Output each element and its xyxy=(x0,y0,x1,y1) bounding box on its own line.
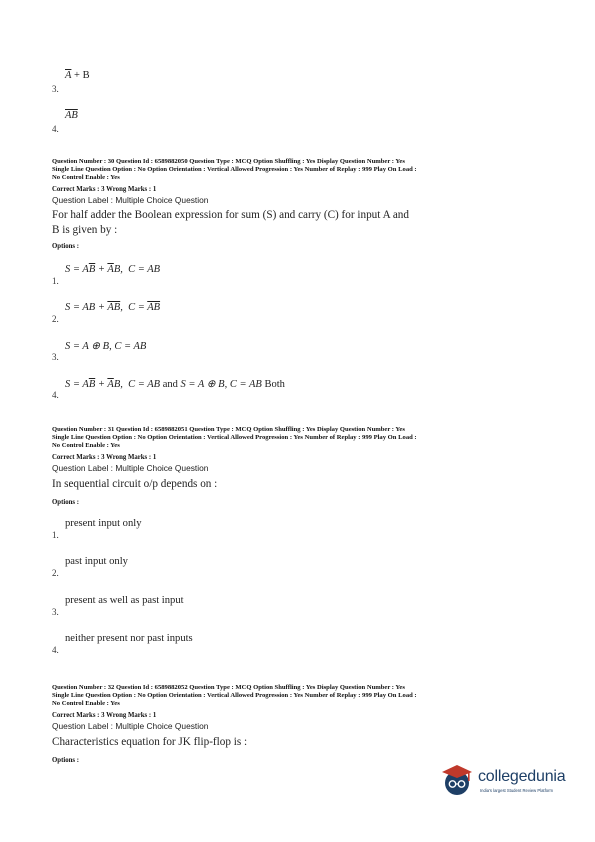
option-expression: $\overline{AB}$ xyxy=(65,110,78,121)
question-marks: Correct Marks : 3 Wrong Marks : 1 xyxy=(52,185,157,193)
option-number: 1. xyxy=(52,276,59,286)
question-meta-line-1: Question Number : 31 Question Id : 6589882051 Question Type : MCQ Option Shuffling : Yes Display Question Number : Yes xyxy=(52,426,405,433)
question-marks: Correct Marks : 3 Wrong Marks : 1 xyxy=(52,711,157,719)
option-number: 3. xyxy=(52,352,59,362)
question-label: Question Label : Multiple Choice Question xyxy=(52,194,209,205)
prev-option-4 xyxy=(52,110,252,136)
option-number: 1. xyxy=(52,530,59,540)
option-expression: S = A ⊕ B, C = AB xyxy=(65,341,147,352)
option-expression: $S = A\overline{B} + \overline{A}B$, C = AB and S = A ⊕ B, C = AB Both xyxy=(65,379,285,390)
option-number: 2. xyxy=(52,568,59,578)
q31-option-1[interactable] xyxy=(52,518,352,540)
question-meta-line-3: No Control Enable : Yes xyxy=(52,700,120,708)
question-meta-line-1: Question Number : 32 Question Id : 6589882052 Question Type : MCQ Option Shuffling : Yes Display Question Number : Yes xyxy=(52,684,405,691)
option-text: present input only xyxy=(65,518,142,529)
brand-name: collegedunia xyxy=(478,768,566,785)
a-bar: $\overline{A}$ xyxy=(65,70,72,81)
question-meta-line-2: Single Line Question Option : No Option Orientation : Vertical Allowed Progression : Yes Number of Replay : 999 Play On Load : xyxy=(52,434,417,442)
question-text-line-1: For half adder the Boolean expression for sum (S) and carry (C) for input A and xyxy=(52,208,409,221)
question-label: Question Label : Multiple Choice Question xyxy=(52,720,209,731)
graduate-cap-logo-icon xyxy=(440,762,474,798)
collegedunia-watermark xyxy=(440,762,580,802)
option-number: 3. xyxy=(52,84,59,94)
question-marks: Correct Marks : 3 Wrong Marks : 1 xyxy=(52,453,157,461)
question-meta-line-2: Single Line Question Option : No Option Orientation : Vertical Allowed Progression : Yes Number of Replay : 999 Play On Load : xyxy=(52,166,417,174)
option-expression: $S = A\overline{B} + \overline{A}B$, C = AB xyxy=(65,264,161,275)
question-text: In sequential circuit o/p depends on : xyxy=(52,477,218,490)
option-number: 4. xyxy=(52,645,59,655)
question-text-line-2: B is given by : xyxy=(52,223,118,236)
question-label: Question Label : Multiple Choice Question xyxy=(52,462,209,473)
question-text: Characteristics equation for JK flip-flop is : xyxy=(52,735,248,748)
question-meta-line-3: No Control Enable : Yes xyxy=(52,442,120,450)
question-32 xyxy=(52,684,552,774)
option-number: 2. xyxy=(52,314,59,324)
q31-option-2[interactable] xyxy=(52,556,352,578)
option-text: past input only xyxy=(65,556,128,567)
q31-option-4[interactable] xyxy=(52,633,352,655)
options-label: Options : xyxy=(52,498,80,506)
q30-option-1[interactable] xyxy=(52,264,352,286)
q30-option-2[interactable] xyxy=(52,302,352,324)
brand-tagline: India's largest Student Review Platform xyxy=(480,788,553,793)
options-label: Options : xyxy=(52,242,80,250)
question-meta-line-1: Question Number : 30 Question Id : 6589882050 Question Type : MCQ Option Shuffling : Yes Display Question Number : Yes xyxy=(52,158,405,165)
question-meta-line-2: Single Line Question Option : No Option Orientation : Vertical Allowed Progression : Yes Number of Replay : 999 Play On Load : xyxy=(52,692,417,700)
option-number: 4. xyxy=(52,390,59,400)
option-number: 4. xyxy=(52,124,59,134)
question-31 xyxy=(52,426,552,516)
options-label: Options : xyxy=(52,756,80,764)
q30-option-3[interactable] xyxy=(52,340,352,362)
option-expression: S = AB + $\overline{AB}$, $C = \overline{AB}$ xyxy=(65,302,161,313)
plus-b: + B xyxy=(71,70,90,81)
prev-option-3 xyxy=(52,70,252,96)
option-text: neither present nor past inputs xyxy=(65,633,193,644)
option-number: 3. xyxy=(52,607,59,617)
option-text: present as well as past input xyxy=(65,595,184,606)
q31-option-3[interactable] xyxy=(52,595,352,617)
option-expression xyxy=(65,70,90,81)
question-meta-line-3: No Control Enable : Yes xyxy=(52,174,120,182)
q30-option-4[interactable] xyxy=(52,378,412,400)
